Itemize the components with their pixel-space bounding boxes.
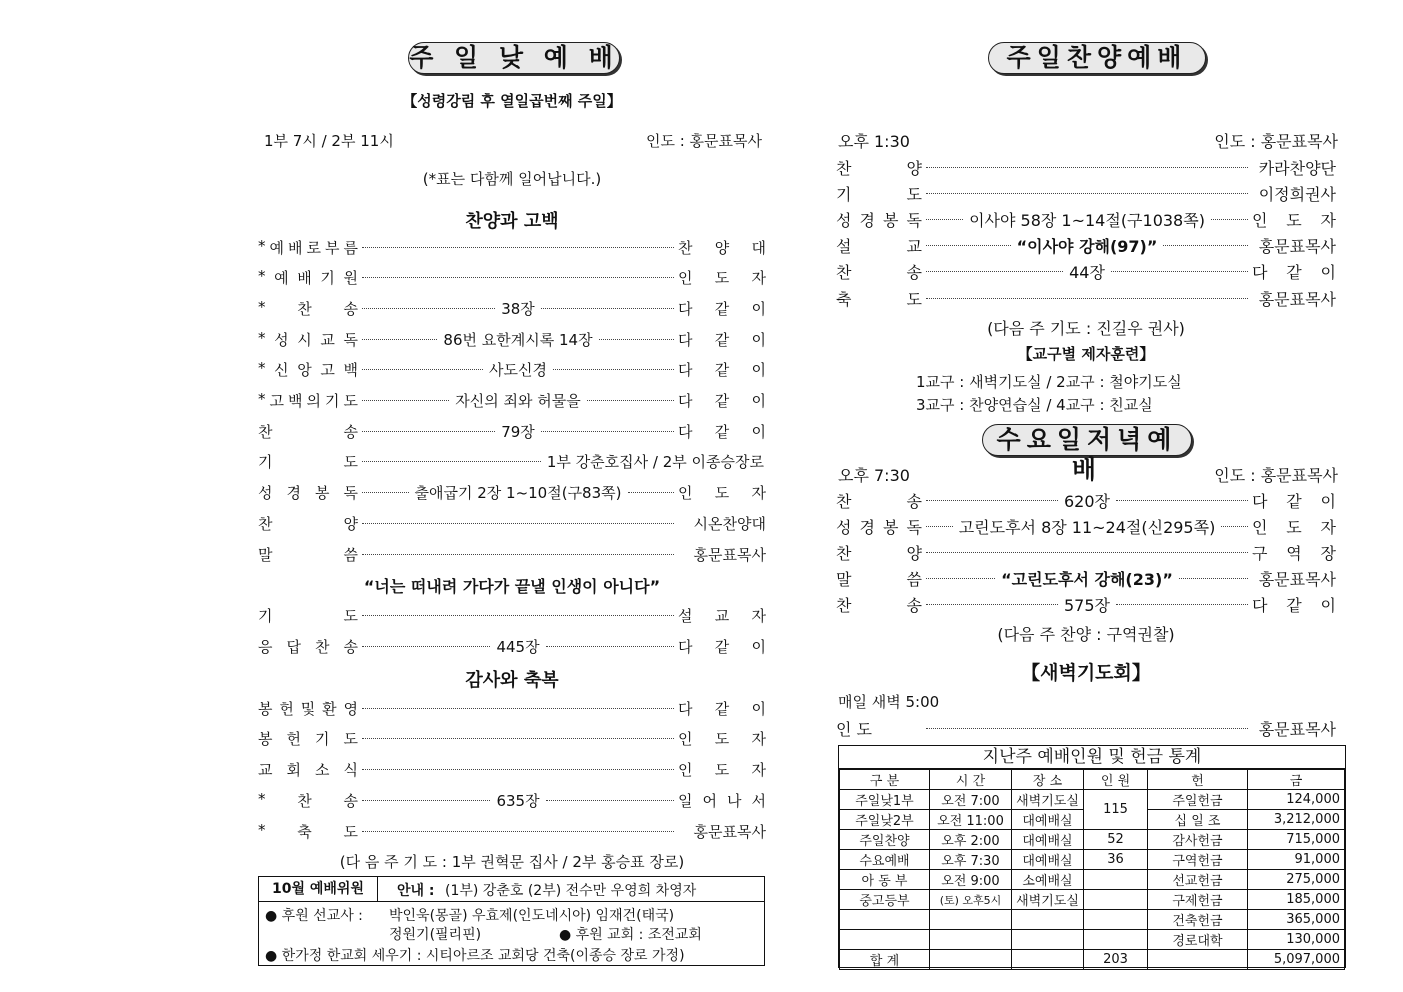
order-row [836, 593, 1336, 615]
stats-cell: 경로대학 [1148, 930, 1248, 950]
praise-service-title: 주일찬양예배 [988, 42, 1206, 74]
stats-cell [1084, 870, 1148, 890]
stats-header-cell: 헌 [1148, 770, 1248, 790]
stats-cell: 대예배실 [1012, 830, 1084, 850]
order-responsible: 다 같 이 [1252, 263, 1336, 283]
order-row [836, 287, 1336, 309]
order-row [258, 543, 766, 565]
next-week-prayer: (다 음 주 기 도 : 1부 권혁문 집사 / 2부 홍승표 장로) [339, 853, 685, 871]
training-title: 【교구별 제자훈련】 [1017, 345, 1155, 363]
dawn-leader-row [836, 717, 1336, 739]
stats-cell [840, 910, 930, 930]
order-responsible: 인 도 자 [678, 761, 766, 780]
section-thanks-blessing: 감사와 축복 [465, 670, 559, 691]
stats-table [839, 769, 1345, 970]
stats-total-cell: 합 계 [840, 950, 930, 970]
stats-cell [1084, 890, 1148, 910]
stats-cell [1012, 930, 1084, 950]
stats-cell: 대예배실 [1012, 810, 1084, 830]
order-detail [358, 523, 678, 524]
order-detail: 86번 요한계시록 14장 [358, 329, 678, 350]
order-detail: “이사야 강해(97)” [922, 234, 1252, 257]
stats-cell: 감사헌금 [1148, 830, 1248, 850]
stats-cell: 185,000 [1248, 890, 1345, 910]
order-row [258, 728, 766, 750]
stats-cell: 소예배실 [1012, 870, 1084, 890]
guide-label: 안내 : [397, 883, 435, 899]
wednesday-time: 오후 7:30 [838, 466, 910, 485]
stats-cell: 대예배실 [1012, 850, 1084, 870]
order-label: 응 답 찬 송 [258, 637, 358, 656]
supported-church: ● 후원 교회 : 조전교회 [559, 927, 702, 943]
stats-total-cell [930, 950, 1012, 970]
sermon-title: “너는 떠내려 가다가 끝낼 인생이 아니다” [363, 577, 661, 596]
order-detail [358, 277, 678, 278]
stats-cell: 115 [1084, 790, 1148, 830]
order-detail: “고린도후서 강해(23)” [922, 567, 1252, 590]
order-row [258, 297, 766, 319]
stats-total-cell [1148, 950, 1248, 970]
order-responsible: 홍문표목사 [693, 545, 766, 564]
order-row [836, 541, 1336, 563]
order-label: * 신 앙 고 백 [258, 359, 358, 380]
stats-header-cell: 금 [1248, 770, 1345, 790]
order-responsible: 일 어 나 서 [678, 791, 766, 810]
stats-cell: 새벽기도실 [1012, 790, 1084, 810]
stats-cell: 주일낮2부 [840, 810, 930, 830]
order-detail [358, 738, 678, 739]
order-row [258, 789, 766, 811]
order-responsible: 홍문표목사 [693, 822, 766, 841]
order-detail: 38장 [358, 298, 678, 319]
order-row [258, 697, 766, 719]
stats-cell [1012, 910, 1084, 930]
stats-cell: 52 [1084, 830, 1148, 850]
dawn-leader-label: 인 도 [836, 719, 872, 739]
order-label: * 예 배 로 부 름 [258, 236, 358, 257]
stats-cell: 십 일 조 [1148, 810, 1248, 830]
order-label: 축 도 [836, 289, 922, 309]
order-label: 말 씀 [836, 569, 922, 589]
dawn-prayer-title: 【새벽기도회】 [1021, 662, 1151, 684]
order-detail: 445장 [358, 636, 678, 657]
order-responsible: 다 같 이 [678, 299, 766, 318]
stats-cell: 주일헌금 [1148, 790, 1248, 810]
church-building: ● 한가정 한교회 세우기 : 시티아르조 교회당 건축(이종승 장로 가정) [265, 948, 685, 964]
stats-total-row [840, 950, 1345, 970]
stats-table-box [838, 745, 1346, 968]
order-label: 말 씀 [258, 545, 358, 564]
committee-box [258, 876, 765, 966]
wednesday-next-praise: (다음 주 찬양 : 구역권찰) [997, 625, 1175, 644]
order-label: * 예 배 기 원 [258, 267, 358, 288]
stats-total-cell: 5,097,000 [1248, 950, 1345, 970]
stats-row [840, 870, 1345, 890]
order-detail [358, 615, 678, 616]
dawn-leader-name: 홍문표목사 [1258, 719, 1336, 739]
praise-leader: 인도 : 홍문표목사 [1214, 132, 1338, 151]
stand-note: (*표는 다함께 일어납니다.) [422, 170, 602, 188]
order-label: * 찬 송 [258, 789, 358, 810]
stats-header-cell: 장 소 [1012, 770, 1084, 790]
order-label: 찬 양 [258, 514, 358, 533]
order-row [258, 359, 766, 381]
stats-cell: 오전 9:00 [930, 870, 1012, 890]
order-responsible: 인 도 자 [678, 484, 766, 503]
order-label: 찬 양 [836, 158, 922, 178]
order-detail: 자신의 죄와 허물을 [358, 390, 678, 411]
stats-cell: 오후 7:30 [930, 850, 1012, 870]
order-responsible: 홍문표목사 [1258, 569, 1336, 589]
order-detail: 출애굽기 2장 1~10절(구83쪽) [358, 482, 678, 503]
order-detail [922, 193, 1252, 194]
order-responsible: 다 같 이 [678, 361, 766, 380]
order-row [836, 208, 1336, 230]
order-responsible: 다 같 이 [1252, 491, 1336, 511]
order-responsible: 찬 양 대 [678, 238, 766, 257]
stats-cell: 주일찬양 [840, 830, 930, 850]
order-detail: 635장 [358, 790, 678, 811]
order-label: 성 경 봉 독 [836, 517, 922, 537]
order-responsible: 인 도 자 [678, 269, 766, 288]
training-line-2: 3교구 : 찬양연습실 / 4교구 : 친교실 [916, 396, 1153, 414]
praise-time: 오후 1:30 [838, 132, 910, 151]
stats-cell: 715,000 [1248, 830, 1345, 850]
order-detail: 44장 [922, 260, 1252, 283]
stats-cell: 주일낮1부 [840, 790, 930, 810]
stats-row [840, 890, 1345, 910]
order-label: 기 도 [836, 184, 922, 204]
stats-cell: 130,000 [1248, 930, 1345, 950]
wednesday-service-title: 수요일저녁예배 [982, 424, 1192, 456]
order-detail: 79장 [358, 421, 678, 442]
stats-cell: 건축헌금 [1148, 910, 1248, 930]
order-detail: 620장 [922, 489, 1252, 512]
order-label: 봉 헌 및 환 영 [258, 699, 358, 718]
order-responsible: 다 같 이 [678, 330, 766, 349]
order-detail: 1부 강춘호집사 / 2부 이종승장로 [358, 451, 766, 472]
order-responsible: 다 같 이 [678, 637, 766, 656]
committee-label: 10월 예배위원 [259, 877, 378, 901]
order-row [836, 489, 1336, 511]
praise-next-prayer: (다음 주 기도 : 진길우 권사) [987, 319, 1185, 338]
order-row [258, 604, 766, 626]
order-row [258, 267, 766, 289]
stats-cell: 36 [1084, 850, 1148, 870]
order-row [836, 182, 1336, 204]
stats-cell [1084, 930, 1148, 950]
stats-cell: 구역헌금 [1148, 850, 1248, 870]
order-label: * 찬 송 [258, 297, 358, 318]
order-row [836, 156, 1336, 178]
stats-cell [840, 930, 930, 950]
order-row [258, 759, 766, 781]
order-detail [358, 769, 678, 770]
stats-header-cell: 구 분 [840, 770, 930, 790]
order-detail [922, 167, 1252, 168]
stats-total-cell: 203 [1084, 950, 1148, 970]
order-detail: 고린도후서 8장 11~24절(신295쪽) [922, 515, 1252, 538]
order-detail [358, 831, 678, 832]
sunday-service-title: 주 일 낮 예 배 [409, 43, 619, 72]
order-detail [922, 298, 1252, 299]
stats-row [840, 790, 1345, 810]
order-responsible: 설 교 자 [678, 606, 766, 625]
stats-cell: 새벽기도실 [1012, 890, 1084, 910]
stats-cell: 선교헌금 [1148, 870, 1248, 890]
order-label: 찬 양 [836, 543, 922, 563]
order-responsible: 구 역 장 [1252, 543, 1336, 563]
order-detail: 사도신경 [358, 359, 678, 380]
order-label: 찬 송 [836, 491, 922, 511]
order-detail [922, 552, 1252, 553]
dawn-prayer-time: 매일 새벽 5:00 [838, 693, 940, 711]
order-responsible: 인 도 자 [1252, 517, 1336, 537]
service-times: 1부 7시 / 2부 11시 [264, 132, 394, 150]
order-responsible: 인 도 자 [1252, 210, 1336, 230]
stats-cell: 오전 11:00 [930, 810, 1012, 830]
stats-cell: 91,000 [1248, 850, 1345, 870]
order-label: * 성 시 교 독 [258, 328, 358, 349]
missionary-list: 박인욱(몽골) 우효제(인도네시아) 임재건(태국) [389, 908, 675, 924]
order-row [258, 482, 766, 504]
order-responsible: 다 같 이 [1252, 595, 1336, 615]
order-responsible: 홍문표목사 [1258, 289, 1336, 309]
guide-names: (1부) 강춘호 (2부) 전수만 우영희 차영자 [445, 883, 697, 899]
order-row [258, 420, 766, 442]
order-label: 성 경 봉 독 [258, 484, 358, 503]
stats-cell: (토) 오후5시 [930, 890, 1012, 910]
order-row [258, 512, 766, 534]
missionary-label: ● 후원 선교사 : [265, 908, 363, 924]
stats-header-cell: 인 원 [1084, 770, 1148, 790]
stats-header-cell: 시 간 [930, 770, 1012, 790]
missionary-list-2: 정원기(필리핀) [389, 927, 482, 943]
order-responsible: 다 같 이 [678, 422, 766, 441]
order-label: * 고 백 의 기 도 [258, 390, 358, 410]
order-detail: 이사야 58장 1~14절(구1038쪽) [922, 208, 1252, 231]
order-responsible: 다 같 이 [678, 699, 766, 718]
order-responsible: 카라찬양단 [1258, 158, 1336, 178]
wednesday-leader: 인도 : 홍문표목사 [1214, 466, 1338, 485]
order-label: 기 도 [258, 606, 358, 625]
order-row [258, 635, 766, 657]
stats-row [840, 850, 1345, 870]
sunday-subtitle: 【성령강림 후 열일곱번째 주일】 [402, 92, 622, 110]
order-detail [358, 554, 678, 555]
service-leader: 인도 : 홍문표목사 [645, 132, 762, 150]
stats-cell: 3,212,000 [1248, 810, 1345, 830]
stats-row [840, 830, 1345, 850]
stats-cell: 오후 2:00 [930, 830, 1012, 850]
order-row [258, 328, 766, 350]
order-label: 기 도 [258, 453, 358, 472]
training-line-1: 1교구 : 새벽기도실 / 2교구 : 철야기도실 [916, 373, 1182, 391]
stats-cell: 275,000 [1248, 870, 1345, 890]
order-row [258, 451, 766, 473]
order-label: 성 경 봉 독 [836, 210, 922, 230]
order-detail [358, 708, 678, 709]
order-responsible: 시온찬양대 [693, 514, 766, 533]
stats-cell: 365,000 [1248, 910, 1345, 930]
stats-cell: 124,000 [1248, 790, 1345, 810]
order-responsible: 홍문표목사 [1258, 237, 1336, 257]
order-responsible: 인 도 자 [678, 730, 766, 749]
stats-row [840, 910, 1345, 930]
order-label: 봉 헌 기 도 [258, 730, 358, 749]
stats-header-row [840, 770, 1345, 790]
stats-cell: 중고등부 [840, 890, 930, 910]
order-responsible: 이정희권사 [1258, 184, 1336, 204]
order-label: 설 교 [836, 237, 922, 257]
order-row [258, 236, 766, 258]
stats-title: 지난주 예배인원 및 헌금 통계 [839, 746, 1345, 769]
order-row [258, 820, 766, 842]
stats-row [840, 930, 1345, 950]
order-label: 교 회 소 식 [258, 761, 358, 780]
order-row [258, 390, 766, 412]
order-detail [358, 247, 678, 248]
stats-total-cell [1012, 950, 1084, 970]
order-detail: 575장 [922, 593, 1252, 616]
order-row [836, 515, 1336, 537]
stats-cell: 오전 7:00 [930, 790, 1012, 810]
order-row [836, 235, 1336, 257]
stats-cell: 구제헌금 [1148, 890, 1248, 910]
stats-cell [930, 930, 1012, 950]
order-row [836, 261, 1336, 283]
order-label: 찬 송 [258, 422, 358, 441]
stats-cell: 아 동 부 [840, 870, 930, 890]
order-label: 찬 송 [836, 595, 922, 615]
section-praise-confession: 찬양과 고백 [465, 211, 559, 232]
order-label: 찬 송 [836, 263, 922, 283]
order-responsible: 다 같 이 [678, 392, 766, 410]
stats-cell: 수요예배 [840, 850, 930, 870]
order-row [836, 567, 1336, 589]
order-label: * 축 도 [258, 820, 358, 841]
stats-cell [1084, 910, 1148, 930]
stats-cell [930, 910, 1012, 930]
